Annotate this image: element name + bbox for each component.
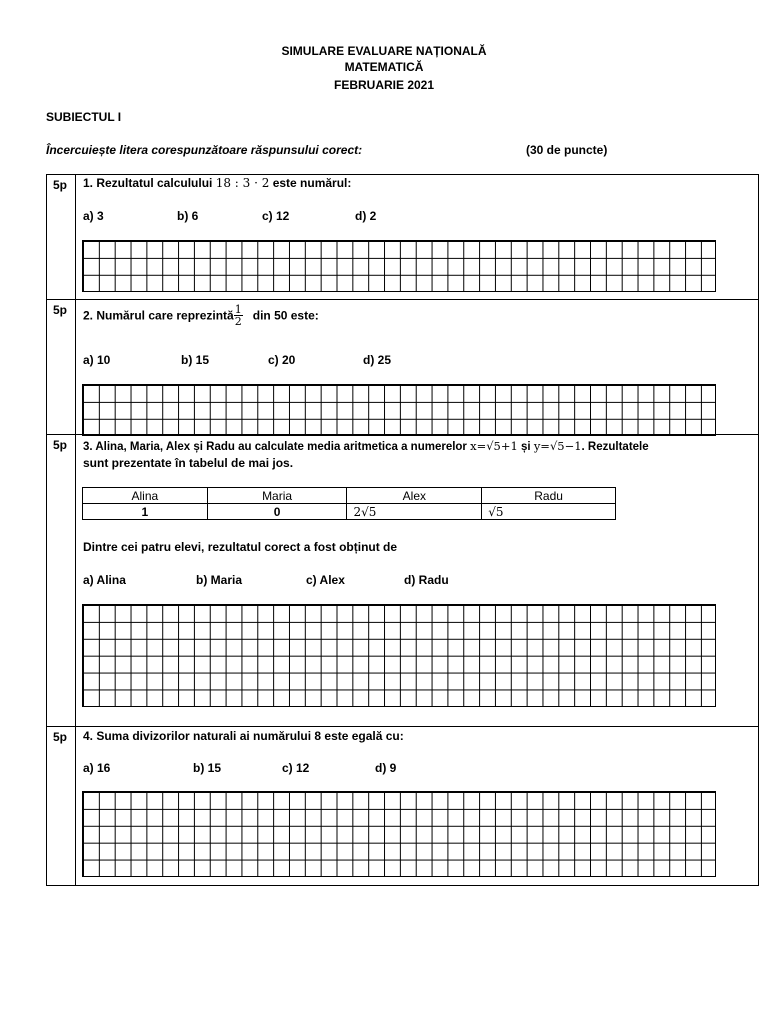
q1-expression: 18 : 3 · 2 — [215, 176, 270, 190]
q2-option-a[interactable]: a) 10 — [83, 353, 111, 367]
table-header-maria: Maria — [207, 488, 347, 504]
q2-fraction: $\frac{1}{2}$ — [234, 303, 242, 328]
q1-answer-grid[interactable] — [82, 240, 716, 292]
q4-option-a[interactable]: a) 16 — [83, 761, 111, 775]
row-divider-3 — [46, 726, 759, 727]
table-value-alex: 2√5 — [347, 504, 482, 520]
q1-option-a[interactable]: a) 3 — [83, 209, 104, 223]
points-column-divider — [75, 174, 76, 886]
q1-option-b[interactable]: b) 6 — [177, 209, 199, 223]
table-header-alina: Alina — [83, 488, 208, 504]
q3-points: 5p — [53, 438, 68, 452]
header-line-1: SIMULARE EVALUARE NAȚIONALĂ — [281, 44, 487, 58]
q4-points: 5p — [53, 730, 68, 744]
q1-option-d[interactable]: d) 2 — [355, 209, 377, 223]
q3-option-c[interactable]: c) Alex — [306, 573, 345, 587]
q3-answer-grid[interactable] — [82, 604, 716, 707]
table-value-maria: 0 — [207, 504, 347, 520]
q4-text: 4. Suma divizorilor naturali ai numărului 8 este egală cu: — [83, 729, 404, 743]
q3-option-d[interactable]: d) Radu — [404, 573, 449, 587]
q4-answer-grid[interactable] — [82, 791, 716, 877]
row-divider-1 — [46, 299, 759, 300]
q1-option-c[interactable]: c) 12 — [262, 209, 290, 223]
q2-option-c[interactable]: c) 20 — [268, 353, 296, 367]
q2-option-b[interactable]: b) 15 — [181, 353, 210, 367]
q3-prompt: Dintre cei patru elevi, rezultatul corect a fost obținut de — [83, 540, 398, 554]
q2-points: 5p — [53, 303, 68, 317]
q3-results-table — [82, 487, 616, 520]
table-value-alina: 1 — [83, 504, 208, 520]
instruction-text: Încercuiește litera corespunzătoare răspunsului corect: — [46, 143, 363, 157]
header-line-2: MATEMATICĂ — [344, 60, 424, 74]
q2-option-d[interactable]: d) 25 — [363, 353, 392, 367]
table-header-alex: Alex — [347, 488, 482, 504]
q3-y-expression: y=√5−1 — [533, 439, 582, 453]
total-points: (30 de puncte) — [526, 143, 608, 157]
q2-text: 2. Numărul care reprezintă $\frac{1}{2}$ din 50 este: — [83, 303, 319, 328]
q2-answer-grid[interactable] — [82, 384, 716, 436]
q3-option-a[interactable]: a) Alina — [83, 573, 126, 587]
q4-option-d[interactable]: d) 9 — [375, 761, 397, 775]
table-value-radu: √5 — [482, 504, 616, 520]
q1-text: 1. Rezultatul calculului 18 : 3 · 2 este numărul: — [83, 176, 352, 190]
table-header-radu: Radu — [482, 488, 616, 504]
q3-text-line-2: sunt prezentate în tabelul de mai jos. — [83, 456, 294, 470]
q4-option-b[interactable]: b) 15 — [193, 761, 222, 775]
q3-text-line-1: 3. Alina, Maria, Alex și Radu au calculate media aritmetica a numerelor x=√5+1 și y=√5−1. Rezultatele — [83, 439, 649, 453]
header-line-3: FEBRUARIE 2021 — [333, 78, 435, 92]
q3-x-expression: x=√5+1 — [470, 439, 518, 453]
q4-option-c[interactable]: c) 12 — [282, 761, 310, 775]
q3-option-b[interactable]: b) Maria — [196, 573, 243, 587]
q1-points: 5p — [53, 178, 68, 192]
subject-title: SUBIECTUL I — [46, 110, 122, 124]
